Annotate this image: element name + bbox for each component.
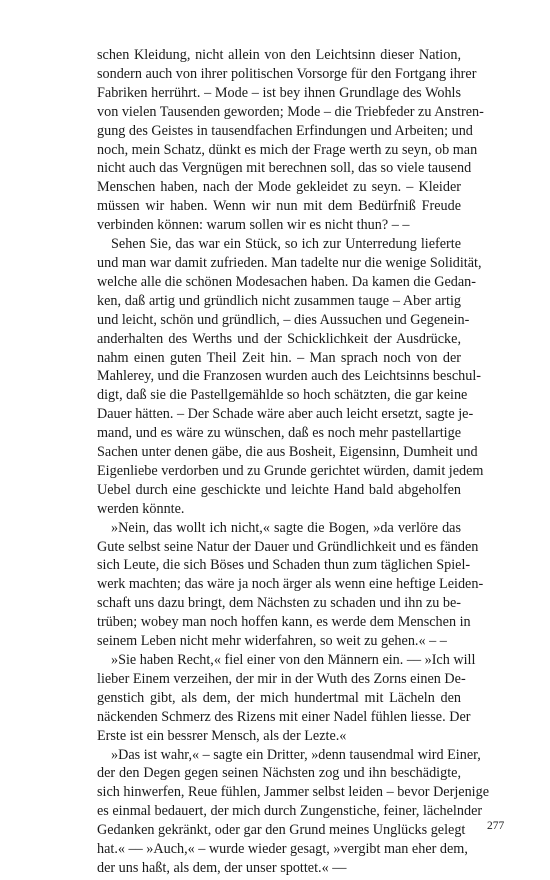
text-line: Uebel durch eine geschickte und leichte Hand bald abgeholfen bbox=[97, 481, 461, 498]
paragraph bbox=[97, 746, 489, 878]
text-line: nicht auch das Vergnügen mit berechnen soll, das so viele tausend bbox=[97, 160, 472, 177]
text-line: hat.« –– »Auch,« – wurde wieder gesagt, »vergibt man eher dem, bbox=[97, 841, 468, 858]
text-line: digt, daß sie die Pastellgemählde so hoch schätzten, die gar keine bbox=[97, 387, 468, 404]
text-line: seinem Leben nicht mehr widerfahren, so weit zu gehen.« – – bbox=[97, 633, 447, 650]
text-line: anderhalten des Werths und der Schicklichkeit der Ausdrücke, bbox=[97, 330, 461, 347]
text-line: Gedanken gekränkt, oder gar den Grund meines Unglücks gelegt bbox=[97, 822, 466, 839]
text-line: und leicht, schön und gründlich, – dies Aussuchen und Gegenein- bbox=[97, 311, 470, 328]
text-line: werk machten; das wäre ja noch ärger als wenn eine heftige Leiden- bbox=[97, 576, 484, 593]
text-line: sondern auch von ihrer politischen Vorsorge für den Fortgang ihrer bbox=[97, 65, 477, 82]
text-line: ken, daß artig und gründlich nicht zusammen tauge – Aber artig bbox=[97, 292, 461, 309]
text-line: gung des Geistes in tausendfachen Erfindungen und Arbeiten; und bbox=[97, 122, 473, 139]
text-line: nahm einen guten Theil Zeit hin. – Man sprach noch von der bbox=[97, 349, 461, 366]
text-line: »Nein, das wollt ich nicht,« sagte die Bogen, »da verlöre das bbox=[111, 519, 461, 536]
text-line: Menschen haben, nach der Mode gekleidet zu seyn. – Kleider bbox=[97, 179, 461, 196]
text-line: Erste ist ein bessrer Mensch, als der Lezte.« bbox=[97, 727, 347, 744]
text-line: Eigenliebe verdorben und zu Grunde gerichtet würden, damit jedem bbox=[97, 462, 484, 479]
text-line: lieber Einem verzeihen, der mir in der Wuth des Zorns einen De- bbox=[97, 670, 466, 687]
text-line: der den Degen gegen seinen Nächsten zog und ihn beschädigte, bbox=[97, 765, 461, 782]
paragraph bbox=[97, 235, 484, 519]
text-line: Mahlerey, und die Franzosen wurden auch des Leichtsinns beschul- bbox=[97, 368, 481, 385]
text-line: Gute selbst seine Natur der Dauer und Gründlichkeit und es fänden bbox=[97, 538, 479, 555]
text-line: von vielen Tausenden geworden; Mode – die Triebfeder zu Anstren- bbox=[97, 103, 484, 120]
paragraph bbox=[97, 46, 484, 235]
text-line: »Das ist wahr,« – sagte ein Dritter, »denn tausendmal wird Einer, bbox=[111, 746, 481, 763]
text-line: »Sie haben Recht,« fiel einer von den Männern ein. –– »Ich will bbox=[111, 652, 476, 668]
text-line: schaft uns dazu bringt, dem Nächsten zu schaden und ihn zu be- bbox=[97, 595, 462, 612]
text-line: Fabriken herrührt. – Mode – ist bey ihnen Grundlage des Wohls bbox=[97, 84, 461, 101]
text-line: Sachen unter denen gäbe, die aus Bosheit, Eigensinn, Dumheit und bbox=[97, 444, 478, 461]
paragraph bbox=[97, 519, 484, 651]
text-line: noch, mein Schatz, dünkt es mich der Frage werth zu seyn, ob man bbox=[97, 141, 478, 158]
text-line: es einmal bedauert, der mich durch Zungenstiche, feiner, lächelnder bbox=[97, 803, 483, 820]
text-line: verbinden können: warum sollen wir es nicht thun? – – bbox=[97, 217, 410, 234]
text-line: Dauer hätten. – Der Schade wäre aber auch leicht ersetzt, sagte je- bbox=[97, 406, 474, 423]
book-page-text bbox=[97, 46, 489, 878]
text-line: Sehen Sie, das war ein Stück, so ich zur Unterredung lieferte bbox=[111, 236, 461, 253]
text-line: und man war damit zufrieden. Man tadelte nur die wenige Solidität, bbox=[97, 254, 482, 271]
text-line: sich Leute, die sich Böses und Schaden thun zum täglichen Spiel- bbox=[97, 557, 471, 574]
text-line: genstich gibt, als dem, der mich hundertmal mit Lächeln den bbox=[97, 689, 461, 706]
paragraph bbox=[97, 651, 476, 746]
text-line: mand, und es wäre zu wünschen, daß es noch mehr pastellartige bbox=[97, 425, 461, 442]
text-line: schen Kleidung, nicht allein von den Leichtsinn dieser Nation, bbox=[97, 47, 461, 63]
text-line: welche alle die schönen Modesachen haben. Da kamen die Gedan- bbox=[97, 273, 476, 290]
page-number: 277 bbox=[487, 820, 505, 832]
text-line: sich hinwerfen, Reue fühlen, Jammer selbst leiden – bevor Derjenige bbox=[97, 784, 489, 801]
text-line: werden könnte. bbox=[97, 500, 185, 517]
text-line: trüben; wobey man noch hoffen kann, es werde dem Menschen in bbox=[97, 614, 471, 631]
text-line: müssen wir haben. Wenn wir nun mit dem Bedürfniß Freude bbox=[97, 198, 461, 215]
text-line: der uns haßt, als dem, der unser spottet.« –– bbox=[97, 859, 347, 876]
text-line: näckenden Schmerz des Rizens mit einer Nadel fühlen liesse. Der bbox=[97, 708, 471, 725]
